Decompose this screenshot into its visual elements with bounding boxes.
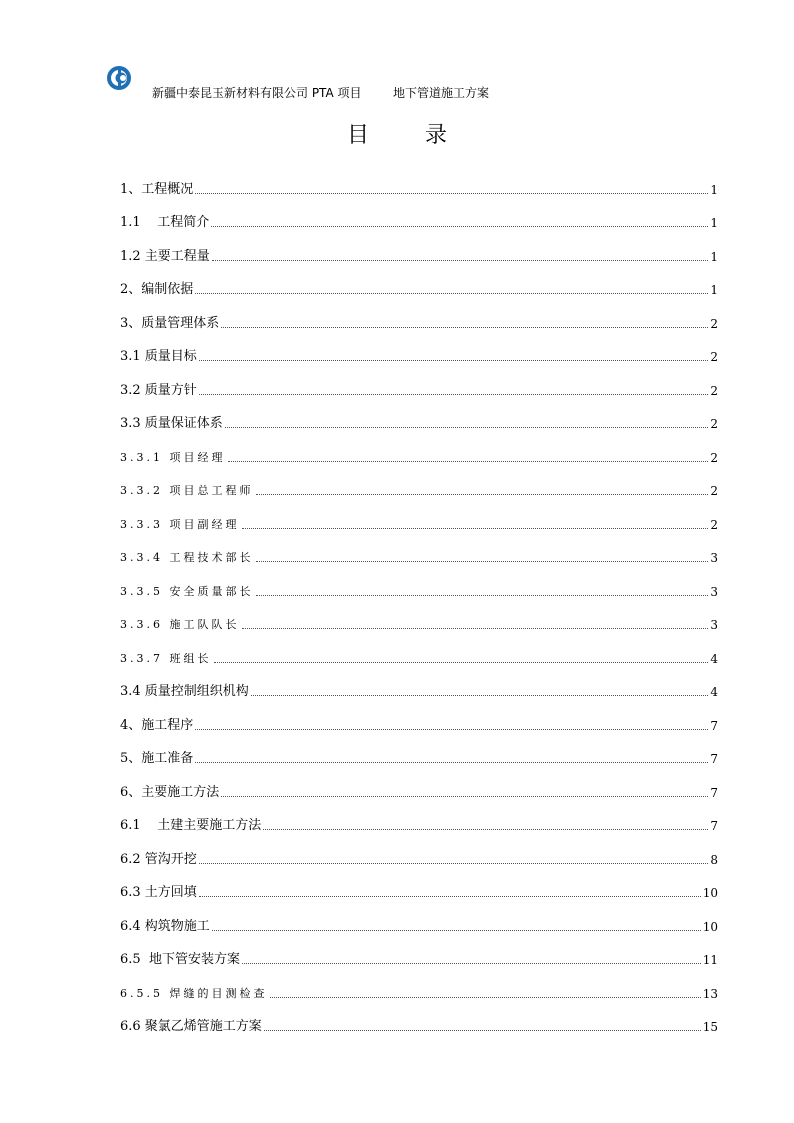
toc-entry[interactable]: [120, 467, 718, 501]
toc-dot-leader: [251, 695, 709, 696]
toc-entry-label: 6.6 聚氯乙烯管施工方案: [120, 1015, 262, 1036]
toc-dot-leader: [212, 930, 701, 931]
toc-entry-label: 3.3.4 工程技术部长: [120, 549, 254, 567]
header-company-name: 新疆中泰昆玉新材料有限公司 PTA 项目: [152, 86, 362, 100]
toc-dot-leader: [264, 1030, 701, 1031]
toc-entry-label: 1.2 主要工程量: [120, 245, 210, 266]
toc-entry-page-number: 10: [702, 886, 718, 900]
toc-entry-label: 3.3.1 项目经理: [120, 449, 226, 467]
toc-entry-label: 3.3.7 班组长: [120, 650, 212, 668]
toc-entry-page-number: 15: [702, 1020, 718, 1034]
toc-entry-page-number: 1: [710, 249, 718, 264]
toc-heading-char-2: 录: [425, 123, 448, 148]
toc-entry-page-number: 7: [710, 819, 718, 833]
toc-entry-page-number: 2: [710, 484, 718, 498]
toc-entry-page-number: 1: [710, 182, 718, 197]
toc-entry[interactable]: [120, 232, 718, 266]
toc-dot-leader: [195, 762, 708, 763]
toc-dot-leader: [199, 360, 709, 361]
toc-entry-page-number: 11: [702, 953, 718, 967]
toc-entry-page-number: 2: [710, 417, 718, 431]
toc-dot-leader: [242, 528, 709, 529]
toc-entry[interactable]: [120, 500, 718, 534]
toc-entry[interactable]: [120, 701, 718, 735]
toc-entry[interactable]: [120, 199, 718, 233]
toc-dot-leader: [199, 863, 709, 864]
toc-entry-label: 3.3.5 安全质量部长: [120, 583, 254, 601]
toc-dot-leader: [256, 561, 709, 562]
toc-entry-page-number: 4: [710, 651, 718, 666]
page-header: [0, 0, 794, 110]
company-logo-icon: [106, 65, 132, 91]
toc-entry-label: 3.3.3 项目副经理: [120, 516, 240, 534]
toc-entry-page-number: 2: [710, 450, 718, 465]
toc-entry-page-number: 2: [710, 316, 718, 331]
toc-entry[interactable]: [120, 902, 718, 936]
toc-entry[interactable]: [120, 567, 718, 601]
toc-entry[interactable]: [120, 735, 718, 769]
toc-entry-label: 6、主要施工方法: [120, 781, 219, 802]
toc-dot-leader: [256, 494, 709, 495]
toc-dot-leader: [256, 595, 709, 596]
toc-dot-leader: [195, 193, 708, 194]
toc-heading: [0, 118, 794, 149]
toc-entry[interactable]: [120, 1003, 718, 1037]
toc-dot-leader: [195, 293, 708, 294]
toc-entry[interactable]: [120, 969, 718, 1003]
toc-entry-label: 6.5 地下管安装方案: [120, 948, 240, 969]
toc-entry-page-number: 1: [710, 283, 718, 297]
toc-entry[interactable]: [120, 936, 718, 970]
toc-entry-label: 6.2 管沟开挖: [120, 848, 197, 869]
toc-heading-char-1: 目: [346, 123, 369, 148]
toc-entry-label: 6.3 土方回填: [120, 881, 197, 902]
toc-entry[interactable]: [120, 869, 718, 903]
toc-dot-leader: [242, 963, 701, 964]
toc-dot-leader: [212, 260, 709, 261]
toc-entry[interactable]: [120, 835, 718, 869]
toc-entry[interactable]: [120, 333, 718, 367]
toc-entry[interactable]: [120, 534, 718, 568]
toc-dot-leader: [211, 226, 708, 227]
toc-entry[interactable]: [120, 433, 718, 467]
toc-entry-page-number: 7: [710, 785, 718, 800]
toc-entry-label: 3.1 质量目标: [120, 345, 197, 366]
toc-entry-label: 5、施工准备: [120, 747, 193, 768]
toc-entry-page-number: 2: [710, 517, 718, 532]
toc-entry-label: 3.3.2 项目总工程师: [120, 482, 254, 500]
toc-entry-page-number: 2: [710, 350, 718, 364]
toc-entry[interactable]: [120, 400, 718, 434]
toc-entry-label: 3、质量管理体系: [120, 312, 219, 333]
toc-dot-leader: [199, 394, 709, 395]
toc-entry[interactable]: [120, 802, 718, 836]
toc-entry-label: 3.3 质量保证体系: [120, 412, 223, 433]
toc-entry-page-number: 4: [710, 685, 718, 699]
toc-entry[interactable]: [120, 366, 718, 400]
toc-dot-leader: [221, 327, 708, 328]
toc-entry[interactable]: [120, 266, 718, 300]
toc-entry-page-number: 1: [710, 216, 718, 230]
toc-entry[interactable]: [120, 668, 718, 702]
toc-entry-label: 3.4 质量控制组织机构: [120, 680, 249, 701]
toc-entry-label: 6.1 土建主要施工方法: [120, 814, 261, 835]
toc-entry-label: 3.3.6 施工队队长: [120, 616, 240, 634]
toc-entry-page-number: 13: [702, 986, 718, 1001]
toc-dot-leader: [214, 662, 709, 663]
toc-entry[interactable]: [120, 768, 718, 802]
toc-dot-leader: [228, 461, 709, 462]
toc-entry-label: 6.5.5 焊缝的目测检查: [120, 985, 268, 1003]
toc-entry[interactable]: [120, 634, 718, 668]
header-document-title: 地下管道施工方案: [393, 86, 490, 100]
toc-entry[interactable]: [120, 299, 718, 333]
toc-entry-label: 2、编制依据: [120, 278, 193, 299]
toc-entry-label: 6.4 构筑物施工: [120, 915, 210, 936]
toc-entry-page-number: 10: [702, 919, 718, 934]
toc-entry-page-number: 8: [710, 852, 718, 867]
toc-dot-leader: [270, 997, 701, 998]
table-of-contents: [120, 165, 718, 1036]
toc-entry-label: 1、工程概况: [120, 178, 193, 199]
toc-entry-page-number: 3: [710, 618, 718, 632]
toc-dot-leader: [195, 729, 708, 730]
toc-dot-leader: [221, 796, 708, 797]
toc-entry-label: 3.2 质量方针: [120, 379, 197, 400]
toc-entry-page-number: 3: [710, 584, 718, 599]
toc-entry[interactable]: [120, 601, 718, 635]
toc-dot-leader: [199, 896, 701, 897]
toc-entry-page-number: 7: [710, 718, 718, 733]
toc-entry-page-number: 7: [710, 752, 718, 766]
toc-entry-page-number: 2: [710, 383, 718, 398]
toc-entry-page-number: 3: [710, 551, 718, 565]
toc-entry-label: 1.1 工程简介: [120, 211, 209, 232]
toc-entry[interactable]: [120, 165, 718, 199]
toc-dot-leader: [225, 427, 709, 428]
toc-entry-label: 4、施工程序: [120, 714, 193, 735]
toc-dot-leader: [242, 628, 709, 629]
toc-dot-leader: [263, 829, 708, 830]
